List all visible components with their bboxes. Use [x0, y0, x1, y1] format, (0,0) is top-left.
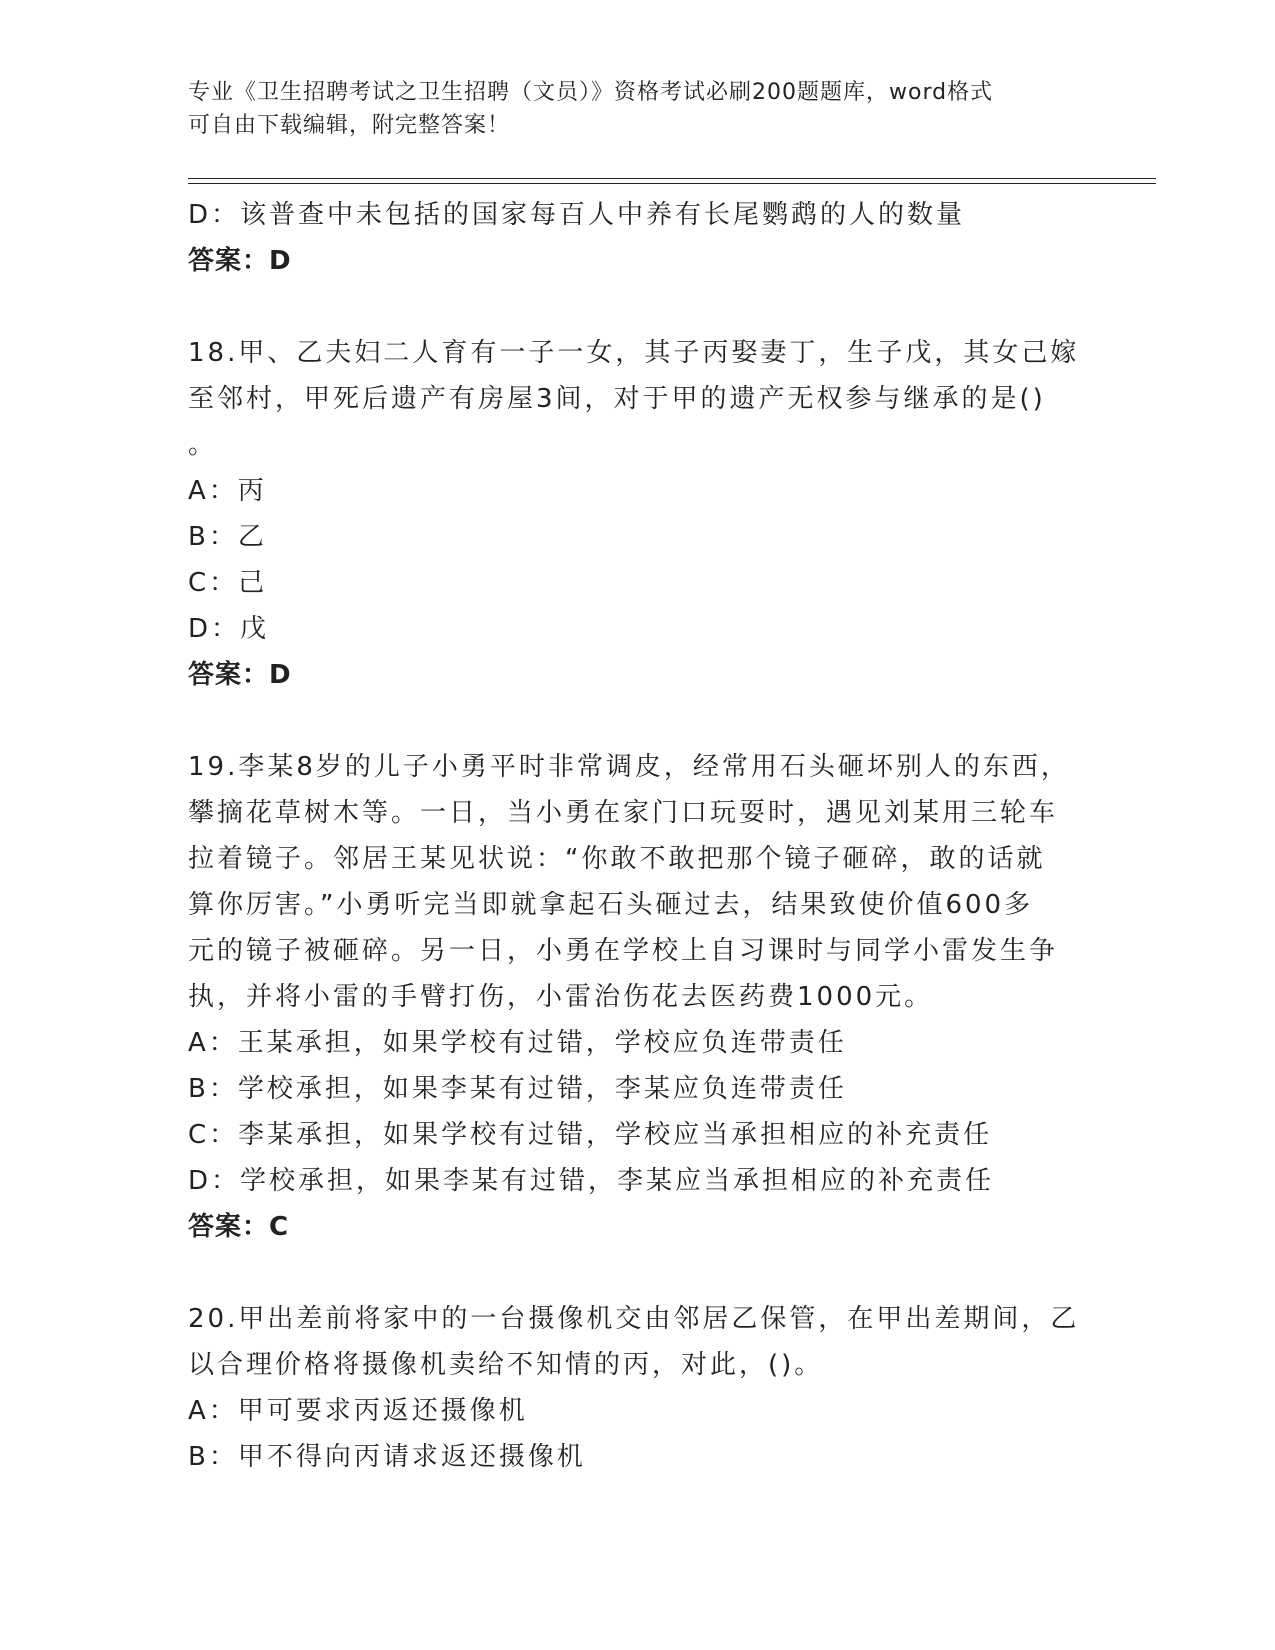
- option-d: D：戊: [188, 614, 270, 644]
- option-d: D：该普查中未包括的国家每百人中养有长尾鹦鹉的人的数量: [188, 200, 966, 230]
- question-stem-line: 以合理价格将摄像机卖给不知情的丙，对此，()。: [188, 1350, 824, 1380]
- option-b: B：学校承担，如果李某有过错，李某应负连带责任: [188, 1074, 847, 1104]
- option-d: D：学校承担，如果李某有过错，李某应当承担相应的补充责任: [188, 1166, 995, 1196]
- question-stem-line: 元的镜子被砸碎。另一日，小勇在学校上自习课时与同学小雷发生争: [188, 936, 1059, 966]
- question-19: [188, 744, 1088, 1250]
- option-a: A：甲可要求丙返还摄像机: [188, 1396, 528, 1426]
- option-b: B：乙: [188, 522, 267, 552]
- question-stem-line: 算你厉害。”小勇听完当即就拿起石头砸过去，结果致使价值600多: [188, 890, 1034, 920]
- option-c: C：己: [188, 568, 268, 598]
- question-17-tail: [188, 192, 1088, 284]
- spacer: [188, 698, 1088, 744]
- option-a: A：丙: [188, 476, 267, 506]
- header-line-2: 可自由下载编辑，附完整答案！: [188, 113, 511, 138]
- document-header: [188, 76, 1068, 142]
- spacer: [188, 1250, 1088, 1296]
- header-divider-bottom: [188, 183, 1156, 184]
- answer: 答案：C: [188, 1212, 290, 1242]
- question-stem-line: 20.甲出差前将家中的一台摄像机交由邻居乙保管，在甲出差期间，乙: [188, 1304, 1080, 1334]
- question-stem-line: 攀摘花草树木等。一日，当小勇在家门口玩耍时，遇见刘某用三轮车: [188, 798, 1059, 828]
- header-divider-top: [188, 178, 1156, 179]
- option-c: C：李某承担，如果学校有过错，学校应当承担相应的补充责任: [188, 1120, 993, 1150]
- question-20: [188, 1296, 1088, 1480]
- header-line-1: 专业《卫生招聘考试之卫生招聘（文员）》资格考试必刷200题题库，word格式: [188, 80, 994, 105]
- spacer: [188, 284, 1088, 330]
- question-stem-line: 拉着镜子。邻居王某见状说：“你敢不敢把那个镜子砸碎，敢的话就: [188, 844, 1046, 874]
- question-stem-line: 至邻村，甲死后遗产有房屋3间，对于甲的遗产无权参与继承的是(): [188, 384, 1046, 414]
- answer: 答案：D: [188, 246, 292, 276]
- answer: 答案：D: [188, 660, 292, 690]
- question-18: [188, 330, 1088, 698]
- option-a: A：王某承担，如果学校有过错，学校应负连带责任: [188, 1028, 847, 1058]
- option-b: B：甲不得向丙请求返还摄像机: [188, 1442, 586, 1472]
- question-stem-line: 。: [188, 430, 218, 460]
- question-stem-line: 执，并将小雷的手臂打伤，小雷治伤花去医药费1000元。: [188, 982, 934, 1012]
- question-list: [188, 192, 1088, 1480]
- question-stem-line: 19.李某8岁的儿子小勇平时非常调皮，经常用石头砸坏别人的东西，: [188, 752, 1070, 782]
- question-stem-line: 18.甲、乙夫妇二人育有一子一女，其子丙娶妻丁，生子戊，其女己嫁: [188, 338, 1080, 368]
